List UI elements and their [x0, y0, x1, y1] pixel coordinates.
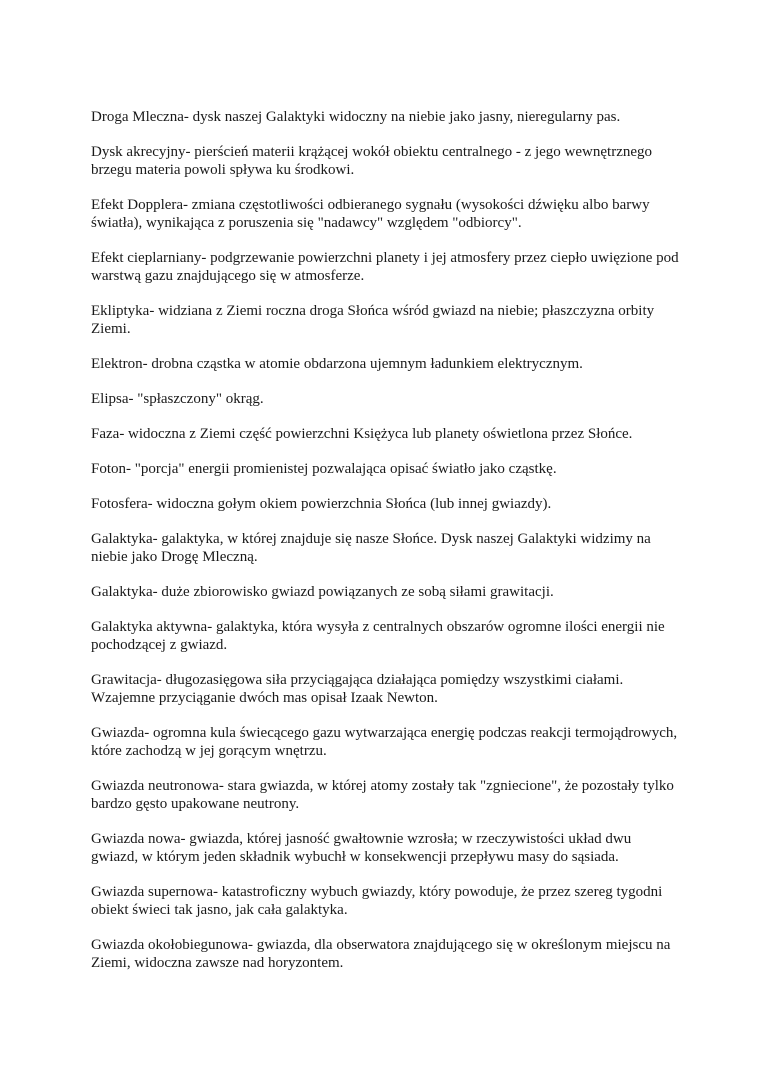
glossary-content: [91, 108, 681, 989]
glossary-entry: Droga Mleczna- dysk naszej Galaktyki widoczny na niebie jako jasny, nieregularny pas.: [91, 109, 621, 125]
glossary-entry: Gwiazda neutronowa- stara gwiazda, w której atomy zostały tak "zgniecione", że pozostały tylko bardzo gęsto upakowane neutrony.: [91, 778, 674, 812]
glossary-entry: Grawitacja- długozasięgowa siła przyciągająca działająca pomiędzy wszystkimi ciałami. Wzajemne przyciąganie dwóch mas opisał Izaak Newton.: [91, 672, 624, 706]
glossary-entry: Galaktyka- galaktyka, w której znajduje się nasze Słońce. Dysk naszej Galaktyki widzimy na niebie jako Drogę Mleczną.: [91, 531, 651, 565]
glossary-entry: Galaktyka- duże zbiorowisko gwiazd powiązanych ze sobą siłami grawitacji.: [91, 584, 554, 600]
glossary-entry: Efekt Dopplera- zmiana częstotliwości odbieranego sygnału (wysokości dźwięku albo barwy światła), wynikająca z poruszenia się "nadawcy" względem "odbiorcy".: [91, 197, 650, 231]
glossary-entry: Gwiazda- ogromna kula świecącego gazu wytwarzająca energię podczas reakcji termojądrowych, które zachodzą w jej gorącym wnętrzu.: [91, 725, 678, 759]
glossary-entry: Ekliptyka- widziana z Ziemi roczna droga Słońca wśród gwiazd na niebie; płaszczyzna orbity Ziemi.: [91, 303, 655, 337]
glossary-entry: Gwiazda supernowa- katastroficzny wybuch gwiazdy, który powoduje, że przez szereg tygodni obiekt świeci tak jasno, jak cała galaktyka.: [91, 884, 663, 918]
glossary-entry: Gwiazda okołobiegunowa- gwiazda, dla obserwatora znajdującego się w określonym miejscu na Ziemi, widoczna zawsze nad horyzontem.: [91, 937, 671, 971]
glossary-entry: Elipsa- "spłaszczony" okrąg.: [91, 391, 264, 407]
glossary-entry: Dysk akrecyjny- pierścień materii krążącej wokół obiektu centralnego - z jego wewnętrznego brzegu materia powoli spływa ku środkowi.: [91, 144, 653, 178]
glossary-entry: Galaktyka aktywna- galaktyka, która wysyła z centralnych obszarów ogromne ilości energii nie pochodzącej z gwiazd.: [91, 619, 665, 653]
glossary-entry: Efekt cieplarniany- podgrzewanie powierzchni planety i jej atmosfery przez ciepło uwięzione pod warstwą gazu znajdującego się w atmosferze.: [91, 250, 679, 284]
glossary-entry: Fotosfera- widoczna gołym okiem powierzchnia Słońca (lub innej gwiazdy).: [91, 496, 552, 512]
glossary-entry: Foton- "porcja" energii promienistej pozwalająca opisać światło jako cząstkę.: [91, 461, 557, 477]
glossary-entry: Gwiazda nowa- gwiazda, której jasność gwałtownie wzrosła; w rzeczywistości układ dwu gwiazd, w którym jeden składnik wybuchł w konsekwencji przepływu masy do sąsiada.: [91, 831, 632, 865]
glossary-entry: Elektron- drobna cząstka w atomie obdarzona ujemnym ładunkiem elektrycznym.: [91, 356, 583, 372]
glossary-entry: Faza- widoczna z Ziemi część powierzchni Księżyca lub planety oświetlona przez Słońce.: [91, 426, 633, 442]
